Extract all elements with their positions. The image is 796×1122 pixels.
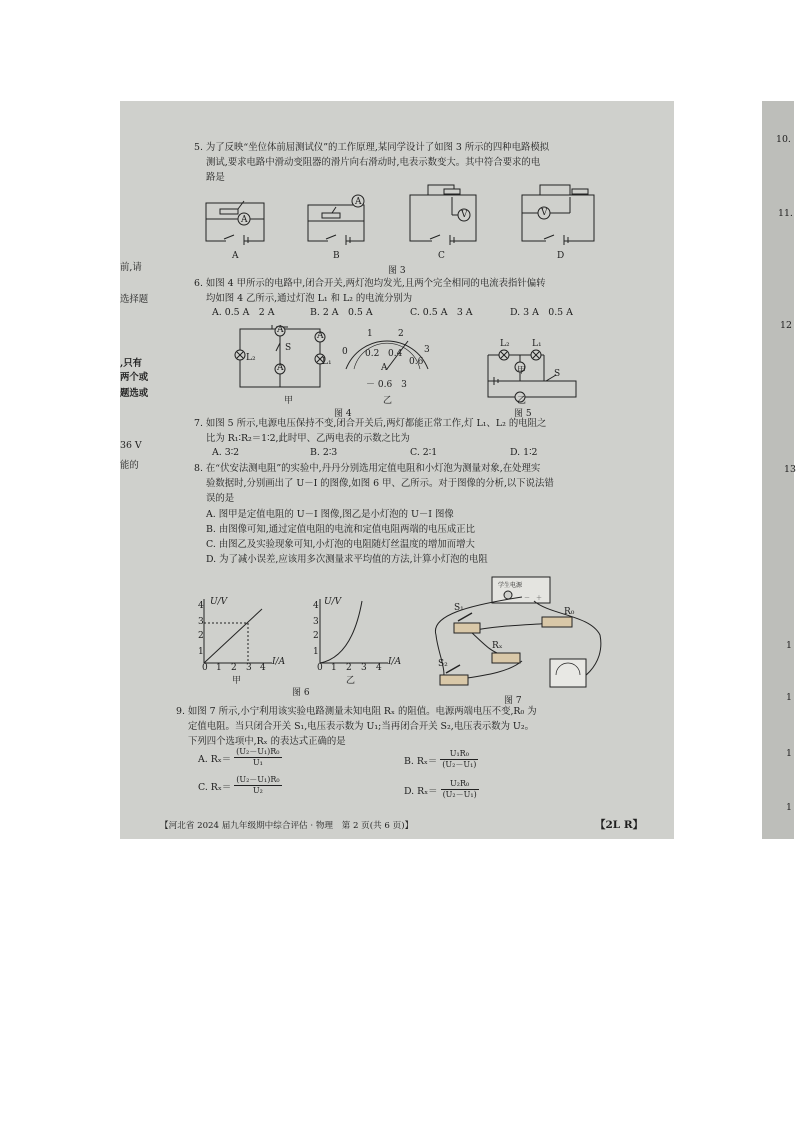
q8-option: C. 由图乙及实验现象可知,小灯泡的电阻随灯丝温度的增加而增大 — [206, 539, 475, 550]
meter-label: A — [317, 331, 324, 341]
q6-option: B. 2 A 0.5 A — [310, 307, 373, 318]
q7-text: 比为 R₁∶R₂＝1∶2,此时甲、乙两电表的示数之比为 — [206, 433, 410, 444]
circuit-a-diagram — [204, 191, 266, 243]
dial-tick: 0.6 — [409, 357, 424, 367]
left-fragment: 前,请 — [120, 262, 142, 273]
figure-caption: 图 4 — [334, 409, 352, 419]
right-fragment: 1 — [786, 748, 792, 759]
figure-caption: 图 7 — [504, 696, 522, 706]
graph-sub-label: 甲 — [232, 676, 242, 686]
q6-option: D. 3 A 0.5 A — [510, 307, 573, 318]
q7-option: D. 1∶2 — [510, 447, 538, 458]
q9-option-a: A. Rₓ＝ $\frac{\text{(U₂－U₁)R₀}}{\text{U₁}}$ — [198, 747, 280, 767]
circuit-label: B — [333, 251, 340, 261]
fig7-apparatus — [430, 575, 606, 693]
q6-option: A. 0.5 A 2 A — [212, 307, 275, 318]
q9-text: 9. 如图 7 所示,小宁利用该实验电路测量未知电阻 Rₓ 的阻值。电源两端电压不变,R₀ 为 — [176, 706, 537, 717]
neighbor-page-strip — [762, 101, 794, 839]
graph-xlabel: I/A — [388, 657, 402, 667]
graph-xtick: 1 — [331, 663, 337, 673]
q7-text: 7. 如图 5 所示,电源电压保持不变,闭合开关后,两灯都能正常工作,灯 L₁、L₂ 的电阻之 — [194, 418, 547, 429]
graph-xtick: 3 — [246, 663, 252, 673]
figure-caption: 图 3 — [388, 266, 406, 276]
circuit-label: C — [438, 251, 445, 261]
left-fragment: 36 V — [120, 440, 142, 451]
switch-label: S — [285, 343, 292, 353]
right-fragment: 11. — [778, 208, 793, 219]
q8-option: B. 由图像可知,通过定值电阻的电流和定值电阻两端的电压成正比 — [206, 524, 475, 535]
lamp-label: L₂ — [500, 339, 510, 349]
q5-text: 5. 为了反映“坐位体前屈测试仪”的工作原理,某同学设计了如图 3 所示的四种电路模拟 — [194, 142, 550, 153]
graph-ytick: 2 — [313, 631, 319, 641]
q9-option-c: C. Rₓ＝ $\frac{\text{(U₂－U₁)R₀}}{\text{U₂}}$ — [198, 775, 280, 795]
lamp-label: L₁ — [322, 357, 332, 367]
left-fragment: ,只有 — [120, 358, 143, 369]
q7-option: B. 2∶3 — [310, 447, 338, 458]
power-supply-label: 学生电源 — [498, 582, 523, 589]
graph-ytick: 1 — [198, 647, 204, 657]
dial-tick: 0 — [342, 347, 348, 357]
graph-ytick: 3 — [198, 617, 204, 627]
circuit-d-diagram — [520, 183, 596, 243]
fig4-sub-label: 甲 — [284, 396, 294, 406]
right-fragment: 1 — [786, 802, 792, 813]
dial-tick: 2 — [398, 329, 404, 339]
figure-caption: 图 5 — [514, 409, 532, 419]
q5-text: 路是 — [206, 172, 225, 183]
left-fragment: 两个或 — [120, 372, 149, 383]
q6-option: C. 0.5 A 3 A — [410, 307, 473, 318]
q7-option: A. 3∶2 — [212, 447, 240, 458]
dial-tick: 1 — [367, 329, 373, 339]
right-fragment: 13 — [784, 464, 796, 475]
circuit-label: A — [232, 251, 239, 261]
graph-xtick: 0 — [202, 663, 208, 673]
graph-xtick: 2 — [346, 663, 352, 673]
graph-jia — [202, 597, 272, 667]
left-fragment: 选择题 — [120, 294, 149, 305]
q7-option: C. 2∶1 — [410, 447, 438, 458]
q8-text: 验数据时,分别画出了 U－I 的图像,如图 6 甲、乙所示。对于图像的分析,以下说法错 — [206, 478, 554, 489]
q9-option-d: D. Rₓ＝ $\frac{\text{U₂R₀}}{\text{(U₂－U₁)}}$ — [404, 779, 477, 799]
q8-option: A. 图甲是定值电阻的 U－I 图像,图乙是小灯泡的 U－I 图像 — [206, 509, 454, 520]
graph-xtick: 0 — [317, 663, 323, 673]
graph-xtick: 3 — [361, 663, 367, 673]
meter-label: A — [277, 363, 284, 373]
dial-terminals: － 0.6 3 — [366, 380, 407, 390]
fig4-sub-label: 乙 — [383, 396, 393, 406]
right-fragment: 10. — [776, 134, 791, 145]
switch-label: S₁ — [454, 603, 464, 613]
q9-text: 下列四个选项中,Rₓ 的表达式正确的是 — [188, 736, 346, 747]
power-terminals: － ＋ — [524, 595, 543, 602]
q6-text: 均如图 4 乙所示,通过灯泡 L₁ 和 L₂ 的电流分别为 — [206, 293, 413, 304]
dial-unit: A — [381, 363, 388, 373]
exam-photo — [120, 101, 796, 839]
dial-tick: 0.2 — [365, 349, 380, 359]
graph-xtick: 4 — [260, 663, 266, 673]
meter-label: A — [241, 215, 248, 225]
meter-label: 乙 — [517, 396, 527, 406]
meter-label: A — [355, 197, 362, 207]
q6-text: 6. 如图 4 甲所示的电路中,闭合开关,两灯泡均发光,且两个完全相同的电流表指针偏转 — [194, 278, 546, 289]
graph-ytick: 2 — [198, 631, 204, 641]
dial-tick: 0.4 — [388, 349, 403, 359]
graph-ytick: 4 — [313, 601, 319, 611]
graph-xtick: 2 — [231, 663, 237, 673]
lamp-label: L₂ — [246, 353, 256, 363]
resistor-label: Rₓ — [492, 641, 503, 651]
q8-text: 8. 在“伏安法测电阻”的实验中,丹丹分别选用定值电阻和小灯泡为测量对象,在处理实 — [194, 463, 541, 474]
graph-ylabel: U/V — [210, 597, 228, 607]
meter-label: 甲 — [517, 366, 527, 376]
q8-text: 误的是 — [206, 493, 235, 504]
meter-label: V — [461, 210, 468, 220]
right-fragment: 1 — [786, 692, 792, 703]
left-fragment: 题选或 — [120, 388, 149, 399]
page-footer: 【河北省 2024 届九年级期中综合评估 · 物理 第 2 页(共 6 页)】 — [160, 821, 414, 831]
lamp-label: L₁ — [532, 339, 542, 349]
graph-ytick: 1 — [313, 647, 319, 657]
figure-caption: 图 6 — [292, 688, 310, 698]
q8-option: D. 为了减小误差,应该用多次测量求平均值的方法,计算小灯泡的电阻 — [206, 554, 488, 565]
dial-tick: 3 — [424, 345, 430, 355]
switch-label: S — [554, 369, 561, 379]
right-fragment: 1 — [786, 640, 792, 651]
resistor-label: R₀ — [564, 607, 575, 617]
right-fragment: 12 — [780, 320, 792, 331]
q9-option-b: B. Rₓ＝ $\frac{\text{U₁R₀}}{\text{(U₂－U₁)}}$ — [404, 749, 477, 769]
graph-xlabel: I/A — [272, 657, 286, 667]
graph-xtick: 4 — [376, 663, 382, 673]
graph-ytick: 3 — [313, 617, 319, 627]
graph-sub-label: 乙 — [346, 676, 356, 686]
left-fragment: 能的 — [120, 460, 139, 471]
circuit-label: D — [557, 251, 565, 261]
graph-ytick: 4 — [198, 601, 204, 611]
meter-label: A — [277, 325, 284, 335]
meter-label: V — [541, 208, 548, 218]
q9-text: 定值电阻。当只闭合开关 S₁,电压表示数为 U₁;当再闭合开关 S₂,电压表示数为 U₂。 — [188, 721, 534, 732]
exam-code: 【2L R】 — [595, 819, 644, 831]
graph-ylabel: U/V — [324, 597, 342, 607]
graph-yi — [318, 597, 388, 667]
switch-label: S₂ — [438, 659, 448, 669]
graph-xtick: 1 — [216, 663, 222, 673]
q5-text: 测试,要求电路中滑动变阻器的滑片向右滑动时,电表示数变大。其中符合要求的电 — [206, 157, 541, 168]
